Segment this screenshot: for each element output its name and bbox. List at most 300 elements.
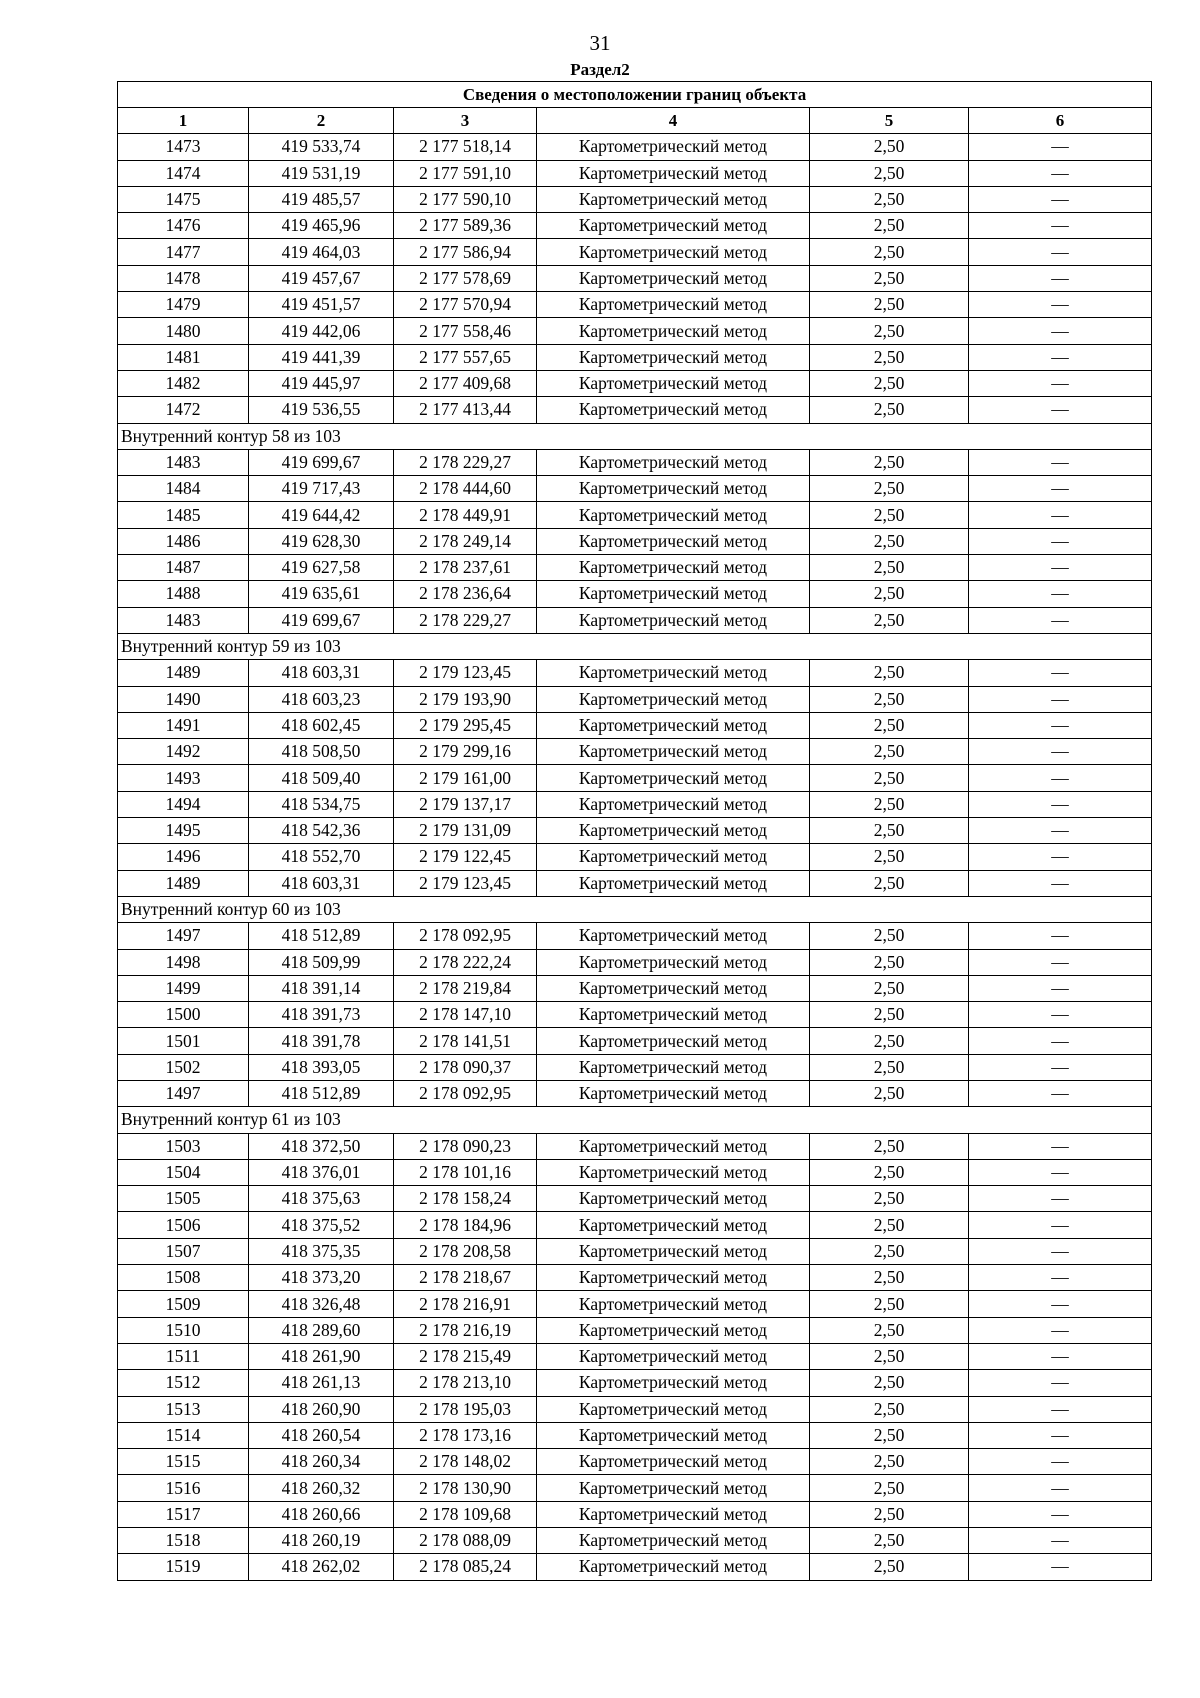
point-number-cell: 1473 bbox=[118, 134, 249, 160]
x-coordinate-cell: 418 261,13 bbox=[249, 1370, 394, 1396]
description-cell: — bbox=[969, 870, 1152, 896]
point-number-cell: 1515 bbox=[118, 1449, 249, 1475]
description-cell: — bbox=[969, 844, 1152, 870]
x-coordinate-cell: 418 260,19 bbox=[249, 1528, 394, 1554]
point-number-cell: 1479 bbox=[118, 292, 249, 318]
accuracy-cell: 2,50 bbox=[810, 265, 969, 291]
y-coordinate-cell: 2 177 409,68 bbox=[394, 370, 537, 396]
method-cell: Картометрический метод bbox=[537, 344, 810, 370]
y-coordinate-cell: 2 177 578,69 bbox=[394, 265, 537, 291]
accuracy-cell: 2,50 bbox=[810, 160, 969, 186]
x-coordinate-cell: 418 260,90 bbox=[249, 1396, 394, 1422]
method-cell: Картометрический метод bbox=[537, 1343, 810, 1369]
x-coordinate-cell: 419 442,06 bbox=[249, 318, 394, 344]
y-coordinate-cell: 2 178 148,02 bbox=[394, 1449, 537, 1475]
point-number-cell: 1497 bbox=[118, 923, 249, 949]
description-cell: — bbox=[969, 1054, 1152, 1080]
accuracy-cell: 2,50 bbox=[810, 1054, 969, 1080]
x-coordinate-cell: 418 372,50 bbox=[249, 1133, 394, 1159]
point-number-cell: 1492 bbox=[118, 739, 249, 765]
accuracy-cell: 2,50 bbox=[810, 1212, 969, 1238]
table-row bbox=[118, 1343, 1152, 1369]
point-number-cell: 1483 bbox=[118, 607, 249, 633]
point-number-cell: 1487 bbox=[118, 555, 249, 581]
x-coordinate-cell: 418 603,31 bbox=[249, 870, 394, 896]
accuracy-cell: 2,50 bbox=[810, 1265, 969, 1291]
column-header-row bbox=[118, 108, 1152, 134]
description-cell: — bbox=[969, 239, 1152, 265]
x-coordinate-cell: 418 262,02 bbox=[249, 1554, 394, 1580]
y-coordinate-cell: 2 179 299,16 bbox=[394, 739, 537, 765]
method-cell: Картометрический метод bbox=[537, 712, 810, 738]
table-row bbox=[118, 607, 1152, 633]
method-cell: Картометрический метод bbox=[537, 581, 810, 607]
description-cell: — bbox=[969, 186, 1152, 212]
description-cell: — bbox=[969, 449, 1152, 475]
method-cell: Картометрический метод bbox=[537, 844, 810, 870]
accuracy-cell: 2,50 bbox=[810, 528, 969, 554]
description-cell: — bbox=[969, 1080, 1152, 1106]
point-number-cell: 1495 bbox=[118, 818, 249, 844]
table-row bbox=[118, 1501, 1152, 1527]
x-coordinate-cell: 418 376,01 bbox=[249, 1159, 394, 1185]
y-coordinate-cell: 2 178 090,23 bbox=[394, 1133, 537, 1159]
point-number-cell: 1494 bbox=[118, 791, 249, 817]
x-coordinate-cell: 419 533,74 bbox=[249, 134, 394, 160]
y-coordinate-cell: 2 177 586,94 bbox=[394, 239, 537, 265]
accuracy-cell: 2,50 bbox=[810, 213, 969, 239]
description-cell: — bbox=[969, 134, 1152, 160]
x-coordinate-cell: 419 485,57 bbox=[249, 186, 394, 212]
y-coordinate-cell: 2 178 173,16 bbox=[394, 1422, 537, 1448]
table-row bbox=[118, 1002, 1152, 1028]
description-cell: — bbox=[969, 1028, 1152, 1054]
table-row bbox=[118, 1291, 1152, 1317]
x-coordinate-cell: 418 260,66 bbox=[249, 1501, 394, 1527]
accuracy-cell: 2,50 bbox=[810, 344, 969, 370]
method-cell: Картометрический метод bbox=[537, 1528, 810, 1554]
table-row bbox=[118, 1265, 1152, 1291]
accuracy-cell: 2,50 bbox=[810, 476, 969, 502]
method-cell: Картометрический метод bbox=[537, 1133, 810, 1159]
x-coordinate-cell: 418 391,14 bbox=[249, 975, 394, 1001]
method-cell: Картометрический метод bbox=[537, 1449, 810, 1475]
description-cell: — bbox=[969, 213, 1152, 239]
method-cell: Картометрический метод bbox=[537, 870, 810, 896]
method-cell: Картометрический метод bbox=[537, 528, 810, 554]
description-cell: — bbox=[969, 502, 1152, 528]
y-coordinate-cell: 2 178 085,24 bbox=[394, 1554, 537, 1580]
table-row bbox=[118, 1396, 1152, 1422]
point-number-cell: 1511 bbox=[118, 1343, 249, 1369]
accuracy-cell: 2,50 bbox=[810, 607, 969, 633]
method-cell: Картометрический метод bbox=[537, 1054, 810, 1080]
y-coordinate-cell: 2 177 558,46 bbox=[394, 318, 537, 344]
method-cell: Картометрический метод bbox=[537, 134, 810, 160]
description-cell: — bbox=[969, 1238, 1152, 1264]
x-coordinate-cell: 418 289,60 bbox=[249, 1317, 394, 1343]
table-row bbox=[118, 1449, 1152, 1475]
x-coordinate-cell: 418 552,70 bbox=[249, 844, 394, 870]
y-coordinate-cell: 2 178 141,51 bbox=[394, 1028, 537, 1054]
y-coordinate-cell: 2 178 449,91 bbox=[394, 502, 537, 528]
table-row bbox=[118, 975, 1152, 1001]
y-coordinate-cell: 2 178 216,91 bbox=[394, 1291, 537, 1317]
y-coordinate-cell: 2 179 137,17 bbox=[394, 791, 537, 817]
description-cell: — bbox=[969, 712, 1152, 738]
y-coordinate-cell: 2 177 518,14 bbox=[394, 134, 537, 160]
point-number-cell: 1475 bbox=[118, 186, 249, 212]
x-coordinate-cell: 419 465,96 bbox=[249, 213, 394, 239]
accuracy-cell: 2,50 bbox=[810, 239, 969, 265]
accuracy-cell: 2,50 bbox=[810, 449, 969, 475]
accuracy-cell: 2,50 bbox=[810, 1291, 969, 1317]
x-coordinate-cell: 418 603,31 bbox=[249, 660, 394, 686]
point-number-cell: 1496 bbox=[118, 844, 249, 870]
accuracy-cell: 2,50 bbox=[810, 844, 969, 870]
x-coordinate-cell: 418 375,63 bbox=[249, 1186, 394, 1212]
method-cell: Картометрический метод bbox=[537, 397, 810, 423]
table-row bbox=[118, 1528, 1152, 1554]
description-cell: — bbox=[969, 581, 1152, 607]
accuracy-cell: 2,50 bbox=[810, 739, 969, 765]
table-row bbox=[118, 844, 1152, 870]
method-cell: Картометрический метод bbox=[537, 1159, 810, 1185]
method-cell: Картометрический метод bbox=[537, 791, 810, 817]
y-coordinate-cell: 2 178 444,60 bbox=[394, 476, 537, 502]
point-number-cell: 1518 bbox=[118, 1528, 249, 1554]
point-number-cell: 1510 bbox=[118, 1317, 249, 1343]
accuracy-cell: 2,50 bbox=[810, 686, 969, 712]
section-title: Раздел2 bbox=[570, 60, 630, 79]
accuracy-cell: 2,50 bbox=[810, 1396, 969, 1422]
point-number-cell: 1517 bbox=[118, 1501, 249, 1527]
y-coordinate-cell: 2 178 109,68 bbox=[394, 1501, 537, 1527]
method-cell: Картометрический метод bbox=[537, 739, 810, 765]
y-coordinate-cell: 2 178 237,61 bbox=[394, 555, 537, 581]
y-coordinate-cell: 2 178 090,37 bbox=[394, 1054, 537, 1080]
x-coordinate-cell: 418 391,78 bbox=[249, 1028, 394, 1054]
table-row bbox=[118, 1212, 1152, 1238]
description-cell: — bbox=[969, 1501, 1152, 1527]
y-coordinate-cell: 2 178 222,24 bbox=[394, 949, 537, 975]
y-coordinate-cell: 2 177 557,65 bbox=[394, 344, 537, 370]
method-cell: Картометрический метод bbox=[537, 1238, 810, 1264]
method-cell: Картометрический метод bbox=[537, 1475, 810, 1501]
point-number-cell: 1516 bbox=[118, 1475, 249, 1501]
method-cell: Картометрический метод bbox=[537, 1370, 810, 1396]
point-number-cell: 1498 bbox=[118, 949, 249, 975]
accuracy-cell: 2,50 bbox=[810, 1317, 969, 1343]
accuracy-cell: 2,50 bbox=[810, 370, 969, 396]
y-coordinate-cell: 2 177 413,44 bbox=[394, 397, 537, 423]
description-cell: — bbox=[969, 1291, 1152, 1317]
table-row bbox=[118, 1422, 1152, 1448]
accuracy-cell: 2,50 bbox=[810, 1528, 969, 1554]
point-number-cell: 1493 bbox=[118, 765, 249, 791]
y-coordinate-cell: 2 178 101,16 bbox=[394, 1159, 537, 1185]
contour-header-row bbox=[118, 633, 1152, 659]
accuracy-cell: 2,50 bbox=[810, 818, 969, 844]
method-cell: Картометрический метод bbox=[537, 1028, 810, 1054]
description-cell: — bbox=[969, 791, 1152, 817]
accuracy-cell: 2,50 bbox=[810, 1080, 969, 1106]
description-cell: — bbox=[969, 1186, 1152, 1212]
y-coordinate-cell: 2 178 219,84 bbox=[394, 975, 537, 1001]
table-row bbox=[118, 1554, 1152, 1580]
description-cell: — bbox=[969, 1528, 1152, 1554]
y-coordinate-cell: 2 179 123,45 bbox=[394, 660, 537, 686]
y-coordinate-cell: 2 179 161,00 bbox=[394, 765, 537, 791]
x-coordinate-cell: 418 393,05 bbox=[249, 1054, 394, 1080]
method-cell: Картометрический метод bbox=[537, 1317, 810, 1343]
point-number-cell: 1480 bbox=[118, 318, 249, 344]
x-coordinate-cell: 418 602,45 bbox=[249, 712, 394, 738]
table-row bbox=[118, 1080, 1152, 1106]
y-coordinate-cell: 2 179 123,45 bbox=[394, 870, 537, 896]
y-coordinate-cell: 2 178 208,58 bbox=[394, 1238, 537, 1264]
column-header: 4 bbox=[537, 108, 810, 134]
method-cell: Картометрический метод bbox=[537, 1422, 810, 1448]
table-row bbox=[118, 1028, 1152, 1054]
x-coordinate-cell: 419 627,58 bbox=[249, 555, 394, 581]
contour-header-row bbox=[118, 1107, 1152, 1133]
accuracy-cell: 2,50 bbox=[810, 660, 969, 686]
x-coordinate-cell: 418 534,75 bbox=[249, 791, 394, 817]
method-cell: Картометрический метод bbox=[537, 1396, 810, 1422]
point-number-cell: 1512 bbox=[118, 1370, 249, 1396]
point-number-cell: 1477 bbox=[118, 239, 249, 265]
method-cell: Картометрический метод bbox=[537, 186, 810, 212]
boundary-coordinates-table bbox=[117, 81, 1152, 1581]
table-row bbox=[118, 923, 1152, 949]
contour-header-row bbox=[118, 423, 1152, 449]
table-row bbox=[118, 581, 1152, 607]
description-cell: — bbox=[969, 949, 1152, 975]
point-number-cell: 1504 bbox=[118, 1159, 249, 1185]
y-coordinate-cell: 2 178 215,49 bbox=[394, 1343, 537, 1369]
description-cell: — bbox=[969, 1554, 1152, 1580]
point-number-cell: 1482 bbox=[118, 370, 249, 396]
x-coordinate-cell: 419 699,67 bbox=[249, 449, 394, 475]
method-cell: Картометрический метод bbox=[537, 1265, 810, 1291]
point-number-cell: 1478 bbox=[118, 265, 249, 291]
accuracy-cell: 2,50 bbox=[810, 1370, 969, 1396]
accuracy-cell: 2,50 bbox=[810, 502, 969, 528]
x-coordinate-cell: 418 508,50 bbox=[249, 739, 394, 765]
column-header: 2 bbox=[249, 108, 394, 134]
point-number-cell: 1474 bbox=[118, 160, 249, 186]
accuracy-cell: 2,50 bbox=[810, 397, 969, 423]
table-row bbox=[118, 1238, 1152, 1264]
accuracy-cell: 2,50 bbox=[810, 791, 969, 817]
method-cell: Картометрический метод bbox=[537, 213, 810, 239]
x-coordinate-cell: 418 260,32 bbox=[249, 1475, 394, 1501]
x-coordinate-cell: 419 531,19 bbox=[249, 160, 394, 186]
table-row bbox=[118, 213, 1152, 239]
y-coordinate-cell: 2 178 147,10 bbox=[394, 1002, 537, 1028]
description-cell: — bbox=[969, 923, 1152, 949]
accuracy-cell: 2,50 bbox=[810, 1343, 969, 1369]
point-number-cell: 1500 bbox=[118, 1002, 249, 1028]
method-cell: Картометрический метод bbox=[537, 265, 810, 291]
table-row bbox=[118, 1159, 1152, 1185]
description-cell: — bbox=[969, 1343, 1152, 1369]
point-number-cell: 1501 bbox=[118, 1028, 249, 1054]
table-row bbox=[118, 1186, 1152, 1212]
table-row bbox=[118, 160, 1152, 186]
method-cell: Картометрический метод bbox=[537, 818, 810, 844]
table-row bbox=[118, 739, 1152, 765]
x-coordinate-cell: 419 457,67 bbox=[249, 265, 394, 291]
method-cell: Картометрический метод bbox=[537, 318, 810, 344]
method-cell: Картометрический метод bbox=[537, 1501, 810, 1527]
point-number-cell: 1514 bbox=[118, 1422, 249, 1448]
y-coordinate-cell: 2 178 213,10 bbox=[394, 1370, 537, 1396]
table-row bbox=[118, 344, 1152, 370]
accuracy-cell: 2,50 bbox=[810, 923, 969, 949]
accuracy-cell: 2,50 bbox=[810, 1422, 969, 1448]
accuracy-cell: 2,50 bbox=[810, 1554, 969, 1580]
x-coordinate-cell: 419 536,55 bbox=[249, 397, 394, 423]
point-number-cell: 1476 bbox=[118, 213, 249, 239]
description-cell: — bbox=[969, 160, 1152, 186]
description-cell: — bbox=[969, 765, 1152, 791]
point-number-cell: 1483 bbox=[118, 449, 249, 475]
accuracy-cell: 2,50 bbox=[810, 1133, 969, 1159]
y-coordinate-cell: 2 178 229,27 bbox=[394, 607, 537, 633]
point-number-cell: 1507 bbox=[118, 1238, 249, 1264]
point-number-cell: 1485 bbox=[118, 502, 249, 528]
contour-label: Внутренний контур 59 из 103 bbox=[118, 633, 1152, 659]
point-number-cell: 1489 bbox=[118, 870, 249, 896]
method-cell: Картометрический метод bbox=[537, 476, 810, 502]
table-row bbox=[118, 476, 1152, 502]
y-coordinate-cell: 2 177 590,10 bbox=[394, 186, 537, 212]
x-coordinate-cell: 418 512,89 bbox=[249, 923, 394, 949]
description-cell: — bbox=[969, 1396, 1152, 1422]
table-row bbox=[118, 1133, 1152, 1159]
point-number-cell: 1484 bbox=[118, 476, 249, 502]
point-number-cell: 1491 bbox=[118, 712, 249, 738]
description-cell: — bbox=[969, 686, 1152, 712]
method-cell: Картометрический метод bbox=[537, 160, 810, 186]
table-row bbox=[118, 686, 1152, 712]
x-coordinate-cell: 419 635,61 bbox=[249, 581, 394, 607]
method-cell: Картометрический метод bbox=[537, 239, 810, 265]
x-coordinate-cell: 419 717,43 bbox=[249, 476, 394, 502]
accuracy-cell: 2,50 bbox=[810, 292, 969, 318]
y-coordinate-cell: 2 178 249,14 bbox=[394, 528, 537, 554]
y-coordinate-cell: 2 179 131,09 bbox=[394, 818, 537, 844]
point-number-cell: 1472 bbox=[118, 397, 249, 423]
point-number-cell: 1499 bbox=[118, 975, 249, 1001]
table-row bbox=[118, 449, 1152, 475]
accuracy-cell: 2,50 bbox=[810, 1028, 969, 1054]
description-cell: — bbox=[969, 1317, 1152, 1343]
accuracy-cell: 2,50 bbox=[810, 975, 969, 1001]
table-row bbox=[118, 765, 1152, 791]
y-coordinate-cell: 2 179 122,45 bbox=[394, 844, 537, 870]
method-cell: Картометрический метод bbox=[537, 686, 810, 712]
contour-label: Внутренний контур 61 из 103 bbox=[118, 1107, 1152, 1133]
point-number-cell: 1502 bbox=[118, 1054, 249, 1080]
accuracy-cell: 2,50 bbox=[810, 1238, 969, 1264]
y-coordinate-cell: 2 178 218,67 bbox=[394, 1265, 537, 1291]
point-number-cell: 1509 bbox=[118, 1291, 249, 1317]
x-coordinate-cell: 418 326,48 bbox=[249, 1291, 394, 1317]
accuracy-cell: 2,50 bbox=[810, 949, 969, 975]
description-cell: — bbox=[969, 818, 1152, 844]
table-row bbox=[118, 818, 1152, 844]
description-cell: — bbox=[969, 370, 1152, 396]
x-coordinate-cell: 419 441,39 bbox=[249, 344, 394, 370]
description-cell: — bbox=[969, 528, 1152, 554]
description-cell: — bbox=[969, 397, 1152, 423]
point-number-cell: 1508 bbox=[118, 1265, 249, 1291]
table-row bbox=[118, 265, 1152, 291]
table-row bbox=[118, 292, 1152, 318]
description-cell: — bbox=[969, 1002, 1152, 1028]
method-cell: Картометрический метод bbox=[537, 1291, 810, 1317]
y-coordinate-cell: 2 178 130,90 bbox=[394, 1475, 537, 1501]
description-cell: — bbox=[969, 476, 1152, 502]
description-cell: — bbox=[969, 739, 1152, 765]
method-cell: Картометрический метод bbox=[537, 449, 810, 475]
x-coordinate-cell: 418 509,40 bbox=[249, 765, 394, 791]
table-row bbox=[118, 397, 1152, 423]
table-row bbox=[118, 186, 1152, 212]
y-coordinate-cell: 2 178 092,95 bbox=[394, 1080, 537, 1106]
description-cell: — bbox=[969, 1159, 1152, 1185]
accuracy-cell: 2,50 bbox=[810, 186, 969, 212]
x-coordinate-cell: 419 451,57 bbox=[249, 292, 394, 318]
description-cell: — bbox=[969, 1370, 1152, 1396]
point-number-cell: 1481 bbox=[118, 344, 249, 370]
y-coordinate-cell: 2 178 092,95 bbox=[394, 923, 537, 949]
x-coordinate-cell: 418 375,35 bbox=[249, 1238, 394, 1264]
method-cell: Картометрический метод bbox=[537, 502, 810, 528]
method-cell: Картометрический метод bbox=[537, 292, 810, 318]
contour-header-row bbox=[118, 896, 1152, 922]
table-row bbox=[118, 712, 1152, 738]
y-coordinate-cell: 2 178 216,19 bbox=[394, 1317, 537, 1343]
method-cell: Картометрический метод bbox=[537, 1212, 810, 1238]
accuracy-cell: 2,50 bbox=[810, 1159, 969, 1185]
accuracy-cell: 2,50 bbox=[810, 765, 969, 791]
point-number-cell: 1486 bbox=[118, 528, 249, 554]
x-coordinate-cell: 419 699,67 bbox=[249, 607, 394, 633]
column-header: 3 bbox=[394, 108, 537, 134]
x-coordinate-cell: 418 512,89 bbox=[249, 1080, 394, 1106]
table-row bbox=[118, 870, 1152, 896]
accuracy-cell: 2,50 bbox=[810, 134, 969, 160]
x-coordinate-cell: 419 445,97 bbox=[249, 370, 394, 396]
table-row bbox=[118, 502, 1152, 528]
x-coordinate-cell: 418 603,23 bbox=[249, 686, 394, 712]
x-coordinate-cell: 418 509,99 bbox=[249, 949, 394, 975]
point-number-cell: 1489 bbox=[118, 660, 249, 686]
accuracy-cell: 2,50 bbox=[810, 555, 969, 581]
x-coordinate-cell: 419 464,03 bbox=[249, 239, 394, 265]
description-cell: — bbox=[969, 1265, 1152, 1291]
accuracy-cell: 2,50 bbox=[810, 1186, 969, 1212]
y-coordinate-cell: 2 178 088,09 bbox=[394, 1528, 537, 1554]
x-coordinate-cell: 418 542,36 bbox=[249, 818, 394, 844]
y-coordinate-cell: 2 178 229,27 bbox=[394, 449, 537, 475]
y-coordinate-cell: 2 178 195,03 bbox=[394, 1396, 537, 1422]
accuracy-cell: 2,50 bbox=[810, 1449, 969, 1475]
